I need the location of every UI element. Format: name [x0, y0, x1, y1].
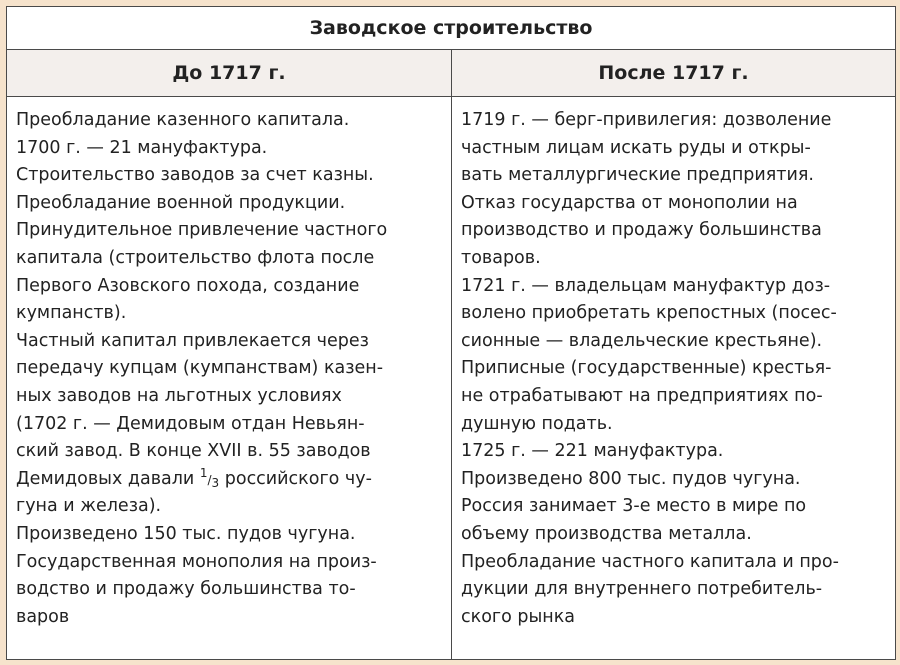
left-line: Государственная монополия на произ- [16, 551, 377, 572]
fraction-numerator: 1 [199, 465, 208, 480]
right-line: Россия занимает 3-е место в мире по [461, 496, 807, 517]
left-line: (1702 г. — Демидовым отдан Невьян- [16, 413, 365, 434]
left-line: капитала (строительство флота после [16, 247, 375, 268]
right-line: волено приобретать крепостных (посес- [461, 303, 837, 324]
left-line: Преобладание казенного капитала. [16, 110, 350, 130]
left-line: Произведено 150 тыс. пудов чугуна. [16, 523, 356, 544]
one-third-fraction: 1/3 [199, 465, 220, 490]
left-line: Частный капитал привлекается через [16, 330, 369, 351]
comparison-table [6, 6, 896, 660]
left-line: ных заводов на льготных условиях [16, 385, 342, 406]
left-line: варов [16, 606, 70, 627]
left-line: передачу купцам (кумпанствам) казен- [16, 358, 384, 379]
header-row [7, 50, 896, 97]
table-title: Заводское строительство [7, 7, 896, 50]
left-column-text [7, 97, 452, 660]
right-line: вать металлургические предприятия. [461, 165, 814, 186]
left-line: водство и продажу большинства то- [16, 579, 356, 600]
right-line: Отказ государства от монополии на [461, 192, 798, 213]
fraction-line-before: Демидовых давали [16, 468, 200, 489]
left-line: 1700 г. — 21 мануфактура. [16, 137, 268, 158]
left-line: гуна и железа). [16, 496, 162, 517]
right-column-text [452, 97, 896, 660]
right-line: объему производства металла. [461, 523, 752, 544]
left-line: Строительство заводов за счет казны. [16, 165, 374, 186]
title-row [7, 7, 896, 50]
right-line: 1719 г. — берг-привилегия: дозволение [461, 110, 832, 130]
right-line: частным лицам искать руды и откры- [461, 137, 811, 158]
right-line: дукции для внутреннего потребитель- [461, 579, 823, 600]
body-row [7, 97, 896, 660]
right-line: Приписные (государственные) крестья- [461, 358, 832, 379]
right-line: душную подать. [461, 413, 613, 434]
right-line: товаров. [461, 247, 541, 268]
left-line: ский завод. В конце XVII в. 55 заводов [16, 441, 371, 462]
header-before-1717: До 1717 г. [7, 50, 452, 97]
right-line: Произведено 800 тыс. пудов чугуна. [461, 468, 801, 489]
right-line: производство и продажу большинства [461, 220, 822, 241]
left-line-with-fraction [16, 466, 443, 494]
right-line: не отрабатывают на предприятиях по- [461, 385, 823, 406]
left-line: кумпанств). [16, 303, 127, 324]
left-line: Первого Азовского похода, создание [16, 275, 360, 296]
right-line: ского рынка [461, 606, 576, 627]
fraction-denominator: 3 [211, 475, 220, 490]
fraction-line-after: российского чу- [219, 468, 372, 489]
left-line: Принудительное привлечение частного [16, 220, 388, 241]
right-line: Преобладание частного капитала и про- [461, 551, 839, 572]
left-line: Преобладание военной продукции. [16, 192, 346, 213]
right-line: 1721 г. — владельцам мануфактур доз- [461, 275, 831, 296]
header-after-1717: После 1717 г. [452, 50, 896, 97]
right-line: сионные — владельческие крестьяне). [461, 330, 823, 351]
right-line: 1725 г. — 221 мануфактура. [461, 441, 724, 462]
